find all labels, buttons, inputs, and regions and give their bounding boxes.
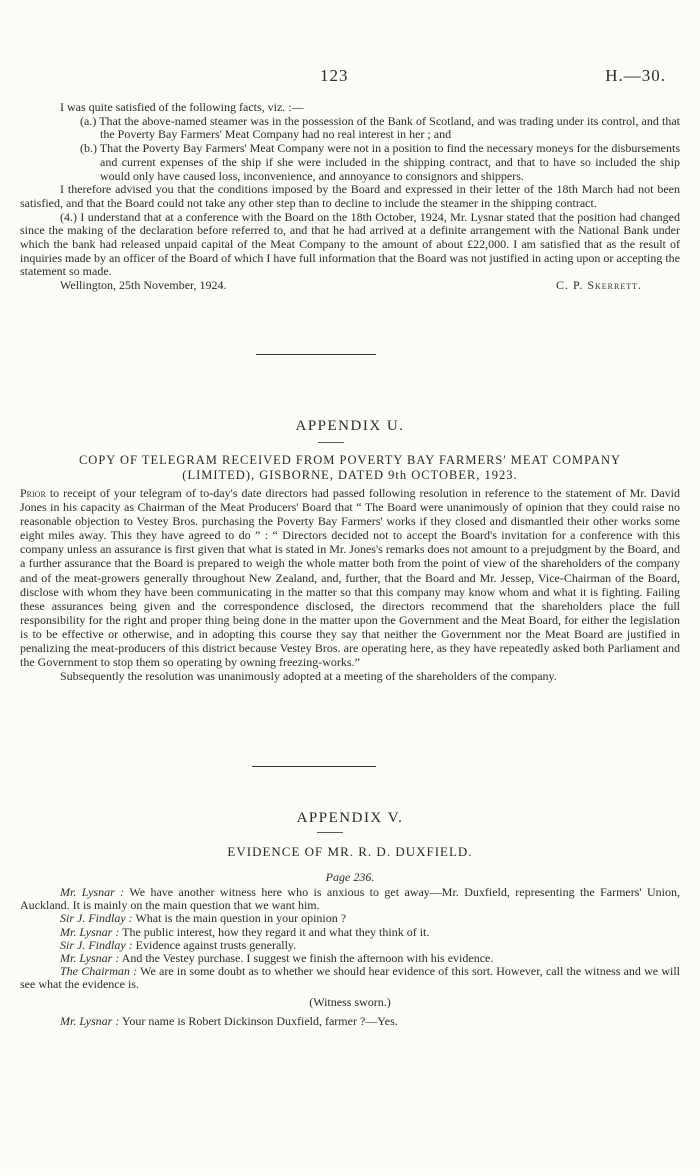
speaker: The Chairman :: [60, 964, 138, 979]
appendix-v-title: APPENDIX V.: [296, 810, 404, 826]
speech: We are in some doubt as to whether we should hear evidence of this sort. However, call the witness and we will see what the evidence is.: [20, 964, 680, 992]
page-reference: Page 236.: [325, 870, 375, 884]
telegram-text: [20, 486, 680, 683]
paragraph-4: (4.) I understand that at a conference with the Board on the 18th October, 1924, Mr. Lysnar stated that the position had changed since the making of the declaration before referred to, and that he had arrived at a definite arrangement with the National Bank under which the bank had released unpaid capital of the Meat Company to the amount of about £22,000. I am satisfied that as the result of inquiries made by an officer of the Board of which I have full information that the Board was not justified in acting upon or accepting the statement so made.: [20, 209, 680, 279]
speech: And the Vestey purchase. I suggest we finish the afternoon with his evidence.: [121, 951, 494, 966]
telegram-body: [20, 486, 680, 669]
signature: C. P. Skerrett.: [556, 278, 643, 293]
appendix-u-title: APPENDIX U.: [295, 418, 405, 434]
speech: The public interest, how they regard it and what they think of it.: [122, 924, 430, 939]
page-number: 123: [320, 66, 349, 85]
speech: Your name is Robert Dickinson Duxfield, farmer ?—Yes.: [121, 1013, 398, 1028]
title-underline: [318, 442, 344, 443]
speech: Evidence against trusts generally.: [135, 937, 297, 952]
lead-word: Prior: [20, 486, 46, 500]
title-underline: [317, 832, 343, 833]
document-reference: H.—30.: [605, 66, 666, 85]
speech: We have another witness here who is anxious to get away—Mr. Duxfield, representing the Farmers' Union, Auckland. It is mainly on the main question that we want him.: [20, 885, 680, 913]
skerrett-letter-conclusion: [20, 101, 680, 293]
fact-item-b: (b.) That the Poverty Bay Farmers' Meat Company were not in a position to find the necessary moneys for the disbursements and current expenses of the ship if she were included in the shipping contract, and that to have so included the ship would only have caused loss, inconvenience, and annoyance to consignors and shippers.: [80, 141, 680, 183]
speaker: Sir J. Findlay :: [60, 937, 133, 952]
appendix-u-heading: [40, 453, 660, 483]
speaker: Mr. Lysnar :: [60, 951, 120, 966]
telegram-body-text: to receipt of your telegram of to-day's date directors had passed following resolution in reference to the statement of Mr. David Jones in his capacity as Chairman of the Meat Producers' Board that “ The Board were unanimously of opinion that they could raise no reasonable objection to Vestey Bros. purchasing the Poverty Bay Farmers' works if they closed and dismantled their other works some eight miles away. This they have agreed to do ” : “ Directors decided not to accept the Board's invitation for a conference with this company unless an assurance is first given that what is stated in Mr. Jones's remarks does not amount to a prejudgment by the Board, and a further assurance that the Board is prepared to weigh the whole matter both from the point of view of the shareholders of the company and of the meat-growers generally throughout New Zealand, and, further, that the Board and Mr. Jessep, Vice-Chairman of the Board, disclose with whom they have been communicating in the matter so that this company may know whom and what it is fighting. Failing these assurances being given and the correspondence disclosed, the directors recommend that the shareholders place the full responsibility for the right and proper thing being done in the matter upon the Government and the Meat Board, for either the legislation is to be effective or otherwise, and in adopting this course they say that neither the Government nor the Meat Board are justified in penalizing the meat-producers of this district because Vestey Bros. are operating here, as they have repeatedly asked both Parliament and the Government to stop them so operating by owning freezing-works.”: [20, 486, 680, 670]
document-page: [20, 0, 680, 1175]
dialogue-line: [20, 1015, 680, 1028]
witness-sworn: (Witness sworn.): [309, 994, 391, 1009]
signature-line: [20, 279, 680, 293]
appendix-v-heading: EVIDENCE OF MR. R. D. DUXFIELD.: [227, 844, 473, 859]
telegram-followup: Subsequently the resolution was unanimously adopted at a meeting of the shareholders of the company.: [60, 669, 557, 684]
section-divider: [256, 354, 376, 355]
speaker: Mr. Lysnar :: [60, 885, 125, 899]
speech: What is the main question in your opinion ?: [135, 911, 347, 926]
evidence-transcript: [20, 886, 680, 1028]
facts-intro: I was quite satisfied of the following facts, viz. :—: [60, 100, 304, 114]
speaker: Mr. Lysnar :: [60, 924, 120, 939]
place-date: Wellington, 25th November, 1924.: [60, 278, 227, 293]
speaker: Sir J. Findlay :: [60, 911, 133, 926]
dialogue-line: [20, 965, 680, 991]
heading-line-1: COPY OF TELEGRAM RECEIVED FROM POVERTY BAY FARMERS' MEAT COMPANY: [78, 453, 622, 467]
fact-item-a: (a.) That the above-named steamer was in the possession of the Bank of Scotland, and was trading under its control, and that the Poverty Bay Farmers' Meat Company had no real interest in her ; and: [80, 113, 680, 142]
speaker: Mr. Lysnar :: [60, 1013, 120, 1028]
section-divider: [252, 766, 376, 767]
advice-paragraph: I therefore advised you that the conditions imposed by the Board and expressed in their letter of the 18th March had not been satisfied, and that the Board could not take any other step than to decline to include the steamer in the shipping contract.: [20, 182, 680, 210]
page-header: [20, 66, 680, 92]
heading-line-2: (LIMITED), GISBORNE, DATED 9th OCTOBER, 1923.: [182, 468, 518, 482]
dialogue-line: [20, 886, 680, 912]
